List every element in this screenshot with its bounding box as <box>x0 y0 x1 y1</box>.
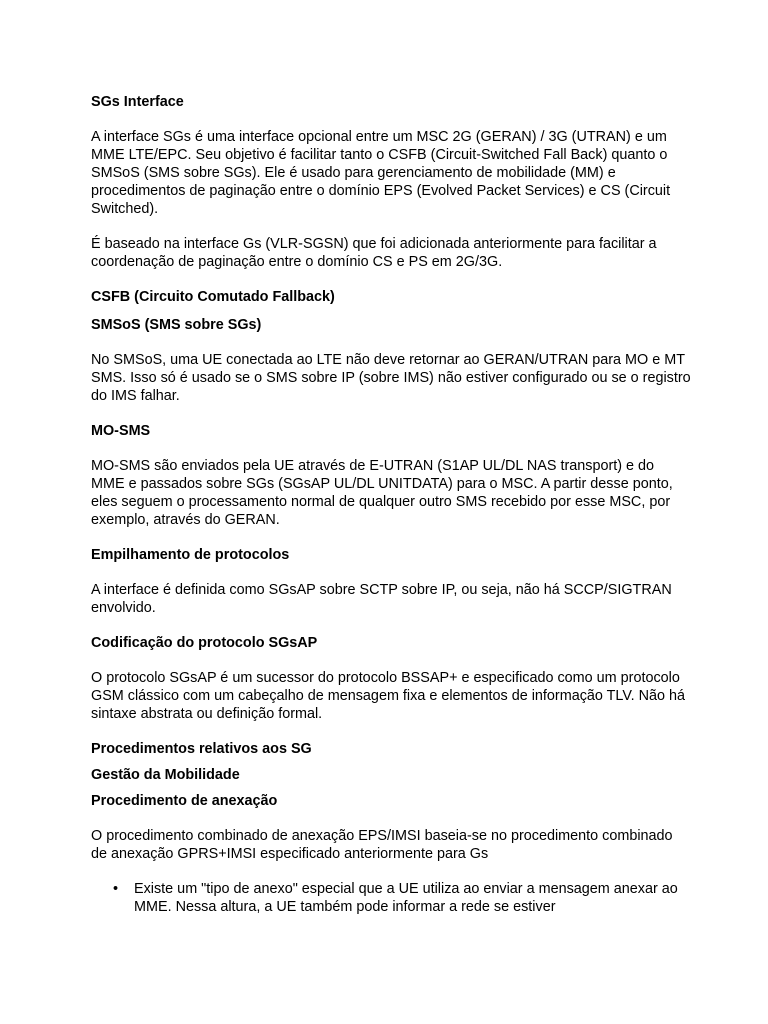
paragraph-sgs-intro: A interface SGs é uma interface opcional entre um MSC 2G (GERAN) / 3G (UTRAN) e um MME LTE/EPC. Seu objetivo é facilitar tanto o CSFB (Circuit-Switched Fall Back) quanto o SMSoS (SMS sobre SGs). Ele é usado para gerenciamento de mobilidade (MM) e procedimentos de paginação entre o domínio EPS (Evolved Packet Services) e CS (Circuit Switched). <box>91 129 671 217</box>
paragraph-smsos: No SMSoS, uma UE conectada ao LTE não deve retornar ao GERAN/UTRAN para MO e MT SMS. Isso só é usado se o SMS sobre IP (sobre IMS) não estiver configurado ou se o registro do IMS falhar. <box>91 352 691 404</box>
spacer <box>91 617 691 634</box>
paragraph-sgsap-coding: O protocolo SGsAP é um sucessor do protocolo BSSAP+ e especificado como um protocolo GSM clássico com um cabeçalho de mensagem fixa e elementos de informação TLV. Não há sintaxe abstrata ou definição formal. <box>91 670 686 722</box>
spacer <box>91 529 691 546</box>
section-heading-smsos: SMSoS (SMS sobre SGs) <box>91 317 262 333</box>
bullet-icon: • <box>113 881 119 897</box>
spacer <box>91 810 691 827</box>
bullet-list <box>91 880 691 916</box>
spacer <box>91 306 691 316</box>
section-heading-sgsap-coding: Codificação do protocolo SGsAP <box>91 635 318 651</box>
spacer <box>91 758 691 766</box>
paragraph-mo-sms: MO-SMS são enviados pela UE através de E-UTRAN (S1AP UL/DL NAS transport) e do MME e passados sobre SGs (SGsAP UL/DL UNITDATA) para o MSC. A partir desse ponto, eles seguem o processamento normal de qualquer outro SMS recebido por esse MSC, por exemplo, através do GERAN. <box>91 458 673 528</box>
list-item-text: Existe um "tipo de anexo" especial que a UE utiliza ao enviar a mensagem anexar ao MME. Nessa altura, a UE também pode informar a rede se estiver <box>134 881 678 915</box>
paragraph-protocol-stacking: A interface é definida como SGsAP sobre SCTP sobre IP, ou seja, não há SCCP/SIGTRAN envolvido. <box>91 582 672 616</box>
section-heading-attach-procedure: Procedimento de anexação <box>91 793 278 809</box>
section-heading-protocol-stacking: Empilhamento de protocolos <box>91 547 290 563</box>
section-heading-mo-sms: MO-SMS <box>91 423 151 439</box>
section-heading-sg-procedures: Procedimentos relativos aos SG <box>91 741 312 757</box>
spacer <box>91 405 691 422</box>
paragraph-gs-basis: É baseado na interface Gs (VLR-SGSN) que foi adicionada anteriormente para facilitar a coordenação de paginação entre o domínio CS e PS em 2G/3G. <box>91 236 657 270</box>
section-heading-sgs-interface: SGs Interface <box>91 94 184 110</box>
spacer <box>91 784 691 792</box>
spacer <box>91 218 691 235</box>
section-heading-csfb: CSFB (Circuito Comutado Fallback) <box>91 289 335 305</box>
spacer <box>91 723 691 740</box>
spacer <box>91 652 691 669</box>
spacer <box>91 863 691 880</box>
document-page <box>91 93 691 916</box>
spacer <box>91 111 691 128</box>
spacer <box>91 440 691 457</box>
spacer <box>91 564 691 581</box>
spacer <box>91 334 691 351</box>
paragraph-attach-procedure: O procedimento combinado de anexação EPS/IMSI baseia-se no procedimento combinado de anexação GPRS+IMSI especificado anteriormente para Gs <box>91 828 673 862</box>
list-item <box>91 880 691 916</box>
section-heading-mobility-management: Gestão da Mobilidade <box>91 767 240 783</box>
spacer <box>91 271 691 288</box>
